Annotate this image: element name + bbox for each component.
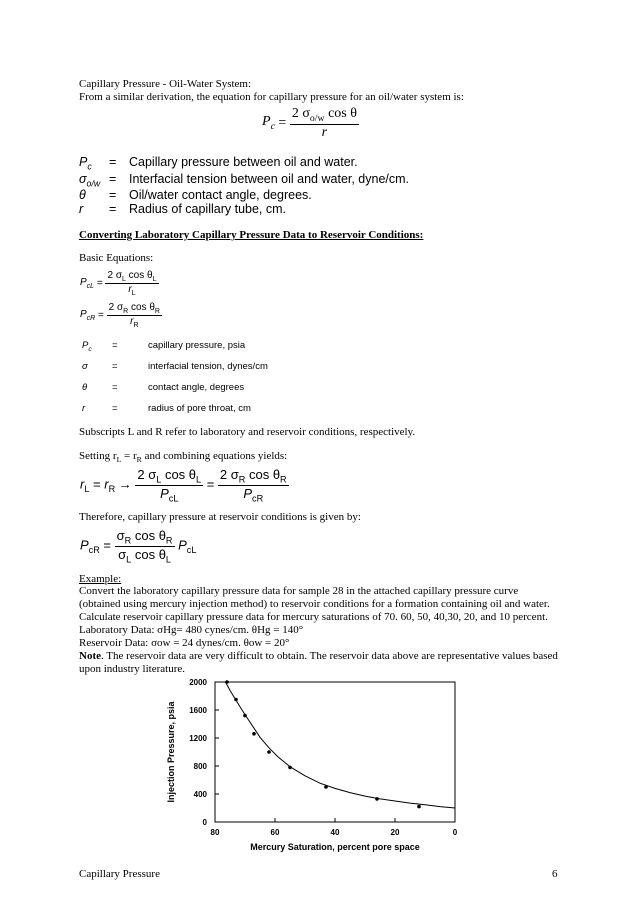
x-tick-label: 80 (210, 828, 220, 837)
def-basic-row (82, 382, 268, 403)
def-ow-row (79, 202, 409, 216)
footer-title: Capillary Pressure (79, 868, 160, 880)
def-basic-equals: = (112, 361, 118, 372)
page-number: 6 (552, 868, 558, 880)
def-ow-symbol: θ (79, 188, 86, 202)
eq-lab: $P_{cL}$ = $\frac{2 \sigma_L \cos \theta_L}{r_L}$ (80, 270, 157, 297)
y-tick-label: 1200 (189, 734, 207, 743)
basic-equations-label: Basic Equations: (79, 252, 154, 264)
setting-text: Setting $r_L = r_R$ and combining equations yields: (79, 450, 288, 465)
def-basic-equals: = (112, 382, 118, 393)
therefore-text: Therefore, capillary pressure at reservoir conditions is given by: (79, 511, 361, 523)
def-basic-symbol: r (82, 403, 86, 414)
def-basic-text: capillary pressure, psia (148, 340, 246, 351)
example-paragraph-2: Calculate reservoir capillary pressure data for mercury saturations of 70. 60, 50, 40,30, 20, and 10 percent. (79, 611, 548, 623)
def-basic-text: radius of pore throat, cm (148, 403, 251, 414)
y-tick-label: 800 (193, 762, 207, 771)
reservoir-data: Reservoir Data: σow = 24 dynes/cm. θow = 20° (79, 637, 290, 649)
lab-data: Laboratory Data: σHg= 480 cynes/cm. θHg = 140° (79, 624, 304, 636)
def-ow-text: Oil/water contact angle, degrees. (129, 188, 312, 202)
plot-frame (215, 682, 455, 822)
def-ow-equals: = (109, 171, 117, 186)
def-ow-text: Interfacial tension between oil and water, dyne/cm. (129, 171, 410, 186)
data-point (234, 698, 238, 702)
data-point (243, 714, 247, 718)
def-ow-equals: = (109, 188, 117, 202)
def-ow-equals: = (109, 155, 117, 169)
combined-equation: $r_L = r_R$ → $\frac{2 \sigma_L \cos \theta_L}{P_{cL}}$ = $\frac{2 \sigma_R \cos \theta_R}{P_{cR}}$ (80, 467, 287, 504)
def-basic-row (82, 340, 268, 361)
data-point (252, 732, 256, 736)
example-paragraph-1: Convert the laboratory capillary pressure data for sample 28 in the attached capillary pressure curve (obtained using mercury injection method) to reservoir conditions for a formation containing oil and water. (79, 585, 550, 610)
basic-definitions (82, 340, 268, 424)
note-paragraph: Note. The reservoir data are very difficult to obtain. The reservoir data above are representative values based upon industry literature. (79, 650, 558, 675)
section-title: Converting Laboratory Capillary Pressure Data to Reservoir Conditions: (79, 229, 424, 241)
def-basic-symbol: σ (82, 361, 88, 372)
def-ow-text: Radius of capillary tube, cm. (129, 202, 287, 216)
def-ow-text: Capillary pressure between oil and water. (129, 155, 358, 169)
subscripts-note: Subscripts L and R refer to laboratory and reservoir conditions, respectively. (79, 426, 416, 438)
def-ow-row (79, 172, 409, 189)
def-ow-equals: = (109, 202, 117, 216)
oil-water-heading: Capillary Pressure - Oil-Water System: (79, 78, 252, 90)
def-ow-symbol: r (79, 202, 84, 216)
reservoir-equation: $P_{cR}$ = $\frac{\sigma_R \cos \theta_R}{\sigma_L \cos \theta_L}$ $P_{cL}$ (80, 528, 197, 565)
y-tick-label: 400 (193, 790, 207, 799)
x-tick-label: 40 (330, 828, 340, 837)
def-ow-row (79, 155, 409, 172)
y-tick-label: 1600 (189, 706, 207, 715)
capillary-pressure-chart (160, 672, 470, 862)
data-point (324, 785, 328, 789)
def-basic-symbol: θ (82, 382, 88, 393)
def-basic-equals: = (112, 340, 118, 351)
y-tick-label: 0 (202, 818, 207, 827)
oil-water-equation: $P_c$ = $\frac{2 \sigma_{o/w} \cos \theta}{r}$ (262, 106, 357, 140)
def-basic-row (82, 403, 268, 424)
def-ow-symbol: $\sigma_{o/w}$ (79, 171, 101, 188)
def-basic-row (82, 361, 268, 382)
x-tick-label: 0 (452, 828, 458, 837)
def-basic-text: contact angle, degrees (148, 382, 245, 393)
example-heading: Example: (79, 573, 122, 585)
y-axis-label: Injection Pressure, psia (166, 701, 176, 803)
def-ow-row (79, 188, 409, 202)
x-axis-label: Mercury Saturation, percent pore space (250, 842, 420, 852)
data-point (267, 750, 271, 754)
fitted-curve (226, 682, 456, 808)
eq-reservoir: $P_{cR}$ = $\frac{2 \sigma_R \cos \theta_R}{r_R}$ (80, 302, 160, 329)
x-tick-label: 60 (270, 828, 280, 837)
def-basic-text: interfacial tension, dynes/cm (148, 361, 268, 372)
oil-water-intro: From a similar derivation, the equation for capillary pressure for an oil/water system is: (79, 91, 464, 103)
def-basic-symbol: $P_c$ (82, 340, 92, 353)
x-tick-label: 20 (390, 828, 400, 837)
data-point (375, 797, 379, 801)
def-basic-equals: = (112, 403, 118, 414)
oil-water-definitions (79, 155, 409, 216)
data-point (288, 766, 292, 770)
data-point (225, 680, 229, 684)
y-tick-label: 2000 (189, 678, 207, 687)
def-ow-symbol: $P_c$ (79, 155, 92, 172)
data-point (417, 805, 421, 809)
